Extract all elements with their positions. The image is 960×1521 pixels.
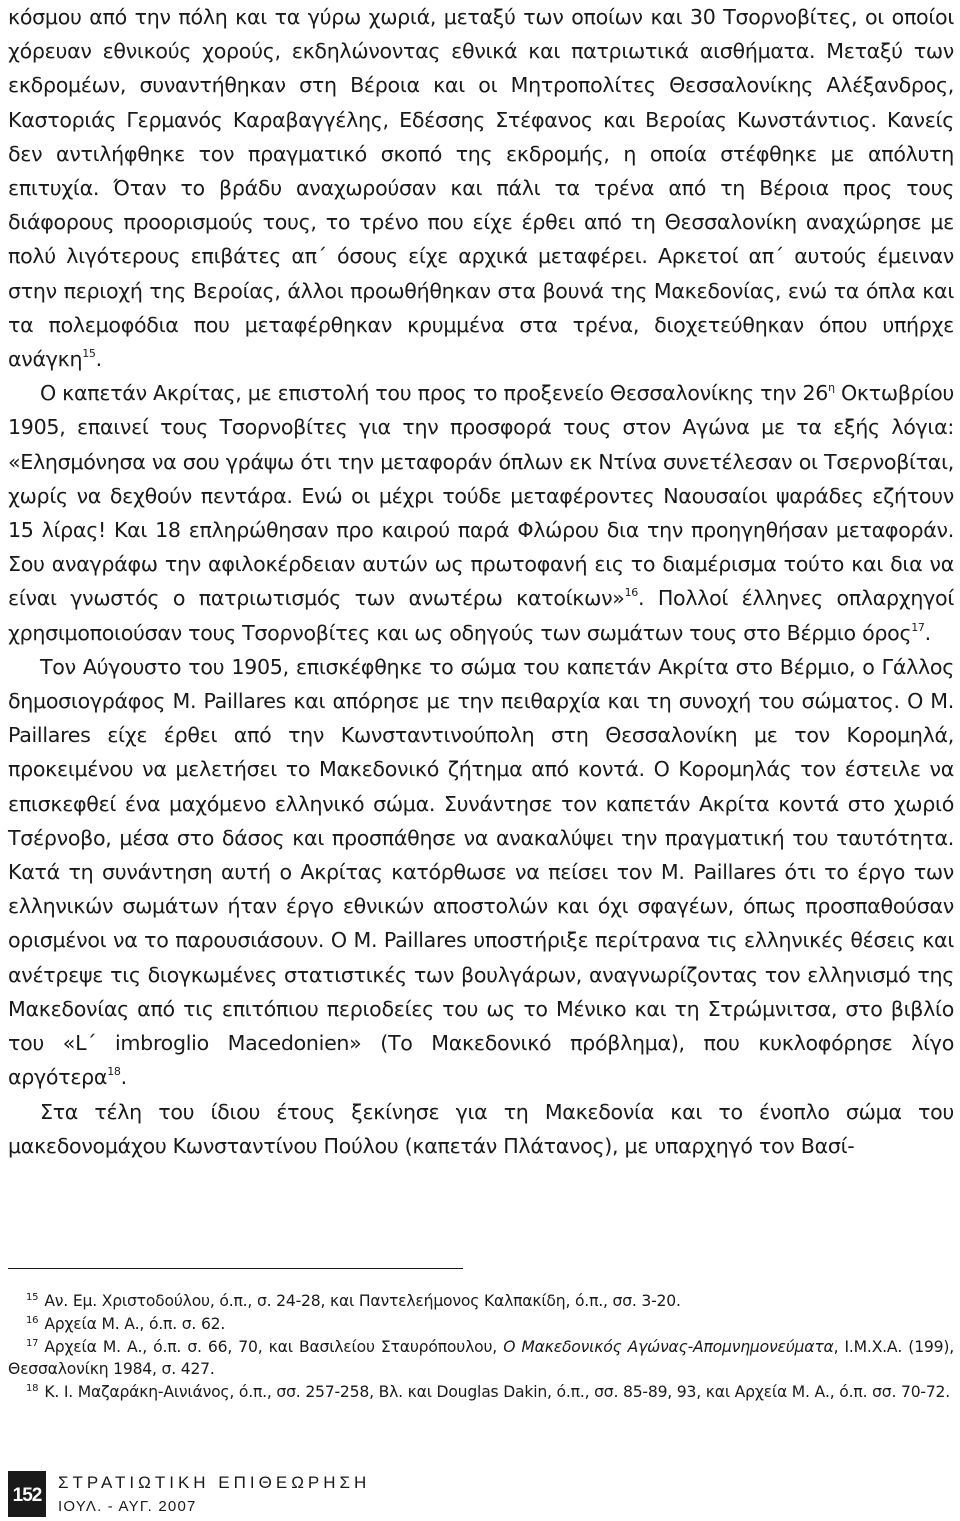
paragraph-text: . (120, 1065, 127, 1090)
footnote-ref: 17 (911, 620, 925, 634)
footnote-text: Αρχεία Μ. Α., ό.π. σ. 66, 70, και Βασιλείου Σταυρόπουλου, (44, 1337, 504, 1356)
journal-title: ΣΤΡΑΤΙΩΤΙΚΗ ΕΠΙΘΕΩΡΗΣΗ (58, 1473, 371, 1492)
article-body (8, 0, 954, 1163)
footnote (8, 1336, 954, 1382)
paragraph (8, 376, 954, 650)
footnote (8, 1313, 954, 1336)
footnote-number: 18 (26, 1383, 39, 1395)
footnote-title: Ο Μακεδονικός Αγώνας-Απομνημονεύματα (503, 1337, 834, 1356)
footnote-number: 15 (26, 1292, 39, 1303)
paragraph-text: Ο καπετάν Ακρίτας, με επιστολή του προς το προξενείο Θεσσαλονίκης την 26 (40, 381, 829, 406)
footnote (8, 1381, 954, 1404)
footnote-separator (8, 1268, 463, 1269)
footnote-ref: η (828, 381, 835, 395)
footnote-ref: 15 (82, 347, 96, 361)
footnote-text: Κ. Ι. Μαζαράκη-Αινιάνος, ό.π., σσ. 257-258, Βλ. και Douglas Dakin, ό.π., σσ. 85-89, 93, και Αρχεία Μ. Α., ό.π. σσ. 70-72. (44, 1383, 951, 1402)
footnote-number: 17 (26, 1337, 39, 1349)
footnote-ref: 16 (624, 586, 638, 600)
paragraph-text: Οκτωβρίου 1905, επαινεί τους Τσορνοβίτες για την προσφορά τους στον Αγώνα με τα εξής λόγια: «Ελησμόνησα να σου γράψω ότι την μεταφοράν όπλων εκ Ντίνα συνετέλεσαν οι Τσερνοβίται, χωρίς να δεχθούν πεντάρα. Ενώ οι μέχρι τούδε μεταφέροντες Ναουσαίοι ψαράδες εζήτουν 15 λίρας! Και 18 επληρώθησαν προ καιρού παρά Φλώρου δια την προηγηθήσαν μεταφοράν. Σου αναγράφω την αφιλοκέρδειαν αυτών ως πρωτοφανή εις το διαμέρισμα τούτο και δια να είναι γνωστός ο πατριωτισμός των ανωτέρω κατοίκων» (8, 381, 954, 611)
issue-date: ΙΟΥΛ. - ΑΥΓ. 2007 (58, 1498, 197, 1515)
paragraph-text: . Πολλοί έλληνες οπλαρχηγοί χρησιμοποιούσαν τους Τσορνοβίτες και ως οδηγούς των σωμάτων τους στο Βέρμιο όρος (8, 586, 954, 645)
footnote-number: 16 (26, 1314, 39, 1326)
paragraph (8, 1095, 954, 1163)
paragraph-text: . (924, 620, 931, 645)
page-footer (8, 1471, 608, 1519)
paragraph (8, 0, 954, 376)
footnotes (8, 1290, 954, 1404)
footnote-text: Αν. Εμ. Χριστοδούλου, ό.π., σ. 24-28, και Παντελεήμονος Καλπακίδη, ό.π., σσ. 3-20. (44, 1292, 681, 1310)
paragraph (8, 650, 954, 1095)
page-number: 152 (8, 1471, 46, 1517)
paragraph-text: . (95, 347, 102, 372)
paragraph-text: κόσμου από την πόλη και τα γύρω χωριά, μεταξύ των οποίων και 30 Τσορνοβίτες, οι οποίοι χόρευαν εθνικούς χορούς, εκδηλώνοντας εθνικά και πατριωτικά αισθήματα. Μεταξύ των εκδρομέων, συναντήθηκαν στη Βέροια και οι Μητροπολίτες Θεσσαλονίκης Αλέξανδρος, Καστοριάς Γερμανός Καραβαγγέλης, Εδέσσης Στέφανος και Βεροίας Κωνστάντιος. Κανείς δεν αντιλήφθηκε τον πραγματικό σκοπό της εκδρομής, η οποία στέφθηκε με απόλυτη επιτυχία. Όταν το βράδυ αναχωρούσαν και πάλι τα τρένα από τη Βέροια προς τους διάφορους προορισμούς τους, το τρένο που είχε έρθει από τη Θεσσαλονίκη αναχώρησε με πολύ λιγότερους επιβάτες απ΄ όσους είχε αρχικά μεταφέρει. Αρκετοί απ΄ αυτούς έμειναν στην περιοχή της Βεροίας, άλλοι προωθήθηκαν στα βουνά της Μακεδονίας, ενώ τα όπλα και τα πολεμοφόδια που μεταφέρθηκαν κρυμμένα στα τρένα, διοχετεύθηκαν όπου υπήρχε ανάγκη (8, 5, 954, 372)
paragraph-text: Στα τέλη του ίδιου έτους ξεκίνησε για τη Μακεδονία και το ένοπλο σώμα του μακεδονομάχου Κωνσταντίνου Πούλου (καπετάν Πλάτανος), με υπαρχηγό τον Βασί- (8, 1099, 954, 1158)
footnote-text: Αρχεία Μ. Α., ό.π. σ. 62. (44, 1314, 226, 1333)
footnote (8, 1290, 954, 1313)
footnote-ref: 18 (107, 1065, 121, 1079)
paragraph-text: Τον Αύγουστο του 1905, επισκέφθηκε το σώμα του καπετάν Ακρίτα στο Βέρμιο, ο Γάλλος δημοσιογράφος Μ. Paillares και απόρησε με την πειθαρχία και τη συνοχή του σώματος. Ο Μ. Paillares είχε έρθει από την Κωνσταντινούπολη στη Θεσσαλονίκη με τον Κορομηλά, προκειμένου να μελετήσει το Μακεδονικό ζήτημα από κοντά. Ο Κορομηλάς τον έστειλε να επισκεφθεί ένα μαχόμενο ελληνικό σώμα. Συνάντησε τον καπετάν Ακρίτα κοντά στο χωριό Τσέρνοβο, μέσα στο δάσος και προσπάθησε να ανακαλύψει την πραγματική του ταυτότητα. Κατά τη συνάντηση αυτή ο Ακρίτας κατόρθωσε να πείσει τον Μ. Paillares ότι το έργο των ελληνικών σωμάτων ήταν έργο εθνικών αποστολών και όχι σφαγέων, όπως προσπαθούσαν ορισμένοι να το παρουσιάσουν. Ο Μ. Paillares υποστήριξε περίτρανα τις ελληνικές θέσεις και ανέτρεψε τις διογκωμένες στατιστικές των βουλγάρων, αναγνωρίζοντας τον ελληνισμό της Μακεδονίας από τις επιτόπιου περιοδείες του ως το Μένικο και τη Στρώμνιτσα, στο βιβλίο του «L΄ imbroglio Macedonien» (Το Μακεδονικό πρόβλημα), που κυκλοφόρησε λίγο αργότερα (8, 654, 954, 1090)
footnote-text: , Ι.Μ.Χ.Α. (199), Θεσσαλονίκη 1984, σ. 427. (8, 1337, 954, 1379)
